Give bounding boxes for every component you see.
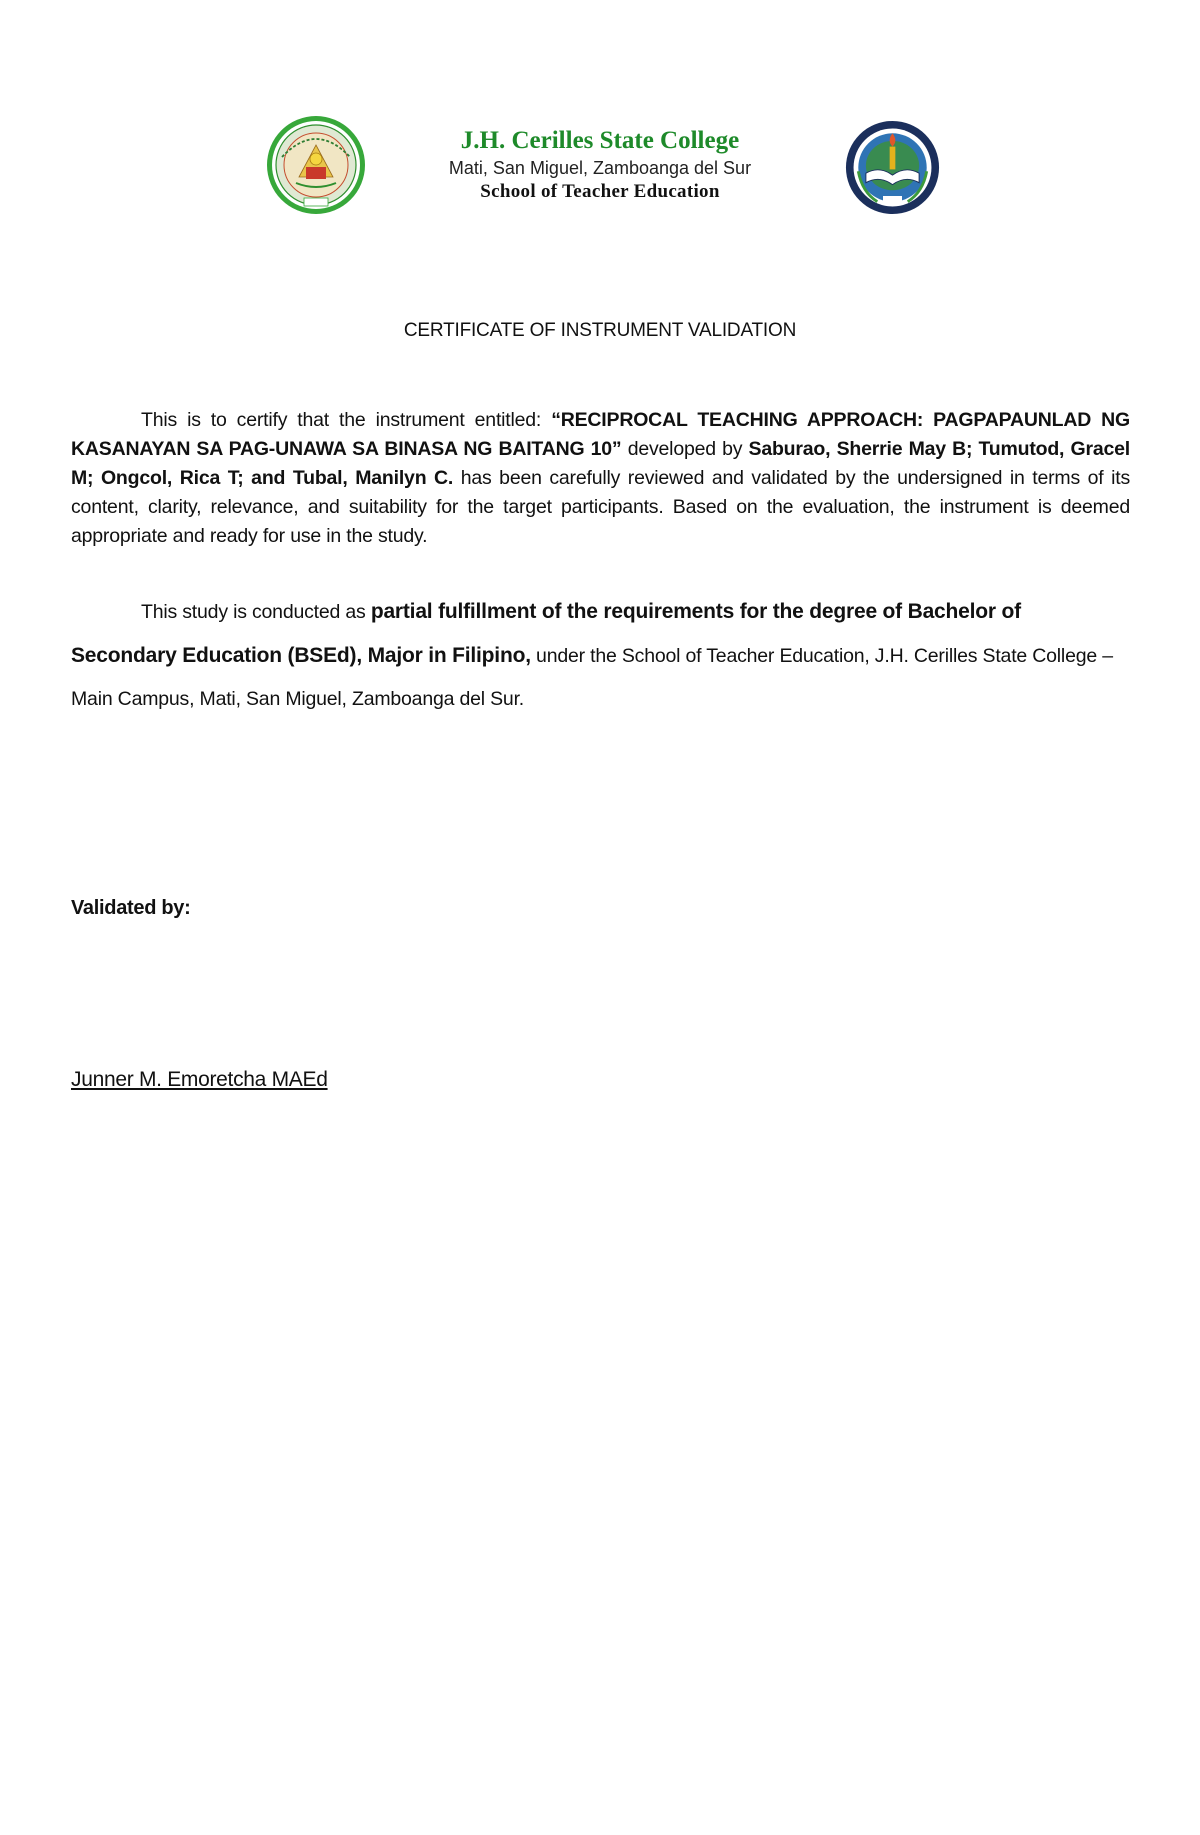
college-address: Mati, San Miguel, Zamboanga del Sur (448, 158, 752, 178)
degree-paragraph (71, 590, 1130, 721)
signatory-name: Junner M. Emoretcha MAEd (71, 1068, 328, 1091)
p2-intro: This study is conducted as (141, 601, 371, 623)
p1-rest: has been carefully reviewed and validated by the undersigned in terms of its content, clarity, relevance, and suitability for the target participants. Based on the evaluation, the instrument is deemed appropriate and ready for use in the study. (71, 467, 1130, 547)
p2-rest: under the School of Teacher Education, J.H. Cerilles State College – Main Campus, Mati, San Miguel, Zamboanga del Sur. (71, 645, 1113, 710)
certification-paragraph (71, 406, 1130, 551)
certificate-title: CERTIFICATE OF INSTRUMENT VALIDATION (403, 320, 797, 341)
validated-by-label: Validated by: (71, 897, 191, 919)
college-name: J.H. Cerilles State College (460, 127, 740, 154)
school-name: School of Teacher Education (480, 181, 720, 202)
college-header (380, 126, 820, 204)
instrument-title: “RECIPROCAL TEACHING APPROACH: PAGPAPAUNLAD NG KASANAYAN SA PAG-UNAWA SA BINASA NG BAITANG 10” (71, 409, 1130, 460)
authors: Saburao, Sherrie May B; Tumutod, Gracel M; Ongcol, Rica T; and Tubal, Manilyn C. (71, 438, 1130, 489)
teacher-education-seal-icon (845, 120, 940, 215)
p1-developed-by: developed by (621, 438, 749, 460)
jhcsc-seal-icon (266, 115, 366, 215)
degree-text: partial fulfillment of the requirements for the degree of Bachelor of Secondary Education (BSEd), Major in Filipino, (71, 600, 1021, 667)
p1-intro: This is to certify that the instrument entitled: (141, 409, 552, 431)
